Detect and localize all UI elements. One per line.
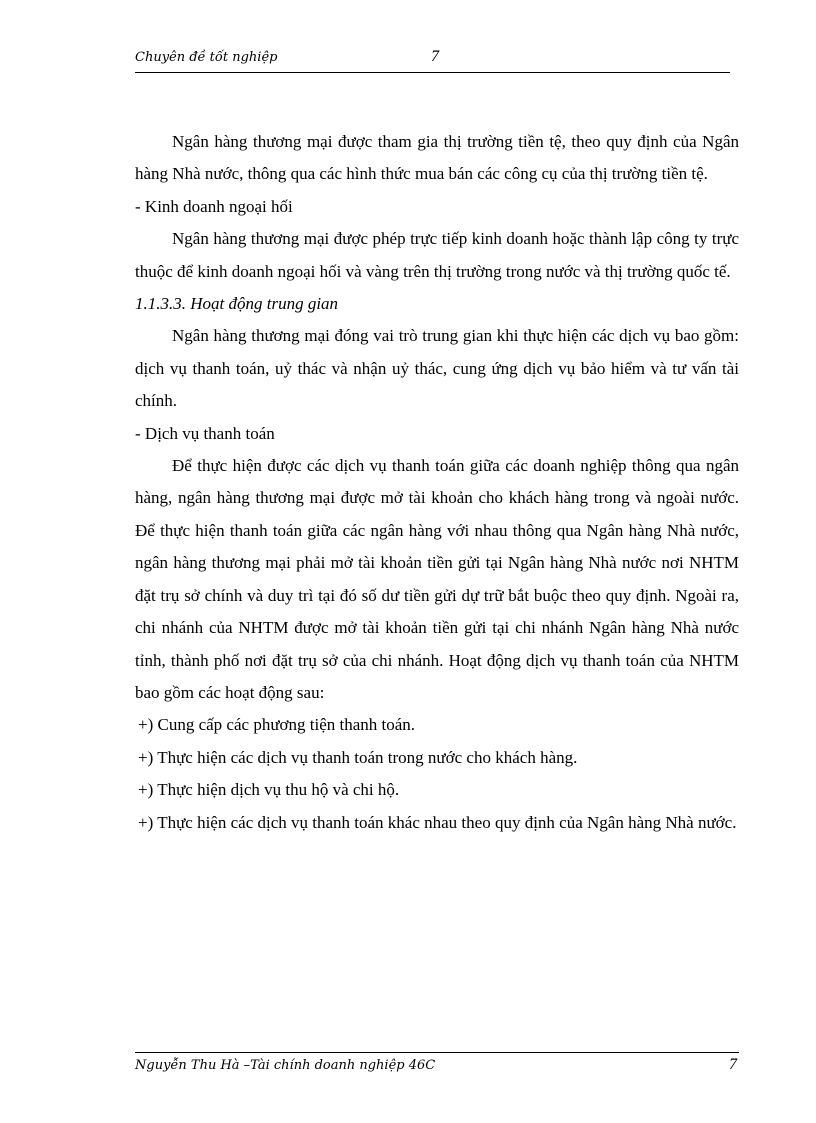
footer-page-number: 7 (729, 1056, 737, 1073)
subheading-dich-vu-thanh-toan: - Dịch vụ thanh toán (135, 423, 275, 443)
list-item: +) Thực hiện các dịch vụ thanh toán khác nhau theo quy định của Ngân hàng Nhà nước. (138, 812, 737, 832)
header-title: Chuyên đề tốt nghiệp (135, 50, 278, 65)
footer-author: Nguyễn Thu Hà –Tài chính doanh nghiệp 46C (135, 1058, 436, 1073)
section-heading: 1.1.3.3. Hoạt động trung gian (135, 294, 339, 314)
list-item: +) Thực hiện các dịch vụ thanh toán trong nước cho khách hàng. (138, 747, 578, 767)
page-footer (135, 1052, 739, 1077)
paragraph: Để thực hiện được các dịch vụ thanh toán giữa các doanh nghiệp thông qua ngân hàng, ngân hàng thương mại được mở tài khoản cho khách hàng trong và ngoài nước. Để thực hiện thanh toán giữa các ngân hàng với nhau thông qua Ngân hàng Nhà nước, ngân hàng thương mại phải mở tài khoản tiền gửi tại Ngân hàng Nhà nước nơi NHTM đặt trụ sở chính và duy trì tại đó số dư tiền gửi dự trữ bắt buộc theo quy định. Ngoài ra, chi nhánh của NHTM được mở tài khoản tiền gửi tại chi nhánh Ngân hàng Nhà nước tỉnh, thành phố nơi đặt trụ sở của chi nhánh. Hoạt động dịch vụ thanh toán của NHTM bao gồm các hoạt động sau: (135, 456, 739, 702)
paragraph: Ngân hàng thương mại được tham gia thị trường tiền tệ, theo quy định của Ngân hàng Nhà nước, thông qua các hình thức mua bán các công cụ của thị trường tiền tệ. (135, 132, 739, 184)
page-header (135, 48, 730, 73)
list-item: +) Cung cấp các phương tiện thanh toán. (138, 715, 416, 735)
paragraph: Ngân hàng thương mại đóng vai trò trung gian khi thực hiện các dịch vụ bao gồm: dịch vụ thanh toán, uỷ thác và nhận uỷ thác, cung ứng dịch vụ bảo hiểm và tư vấn tài chính. (135, 326, 739, 411)
subheading-kinh-doanh-ngoai-hoi: - Kinh doanh ngoại hối (135, 196, 293, 216)
list-item: +) Thực hiện dịch vụ thu hộ và chi hộ. (138, 780, 400, 800)
paragraph: Ngân hàng thương mại được phép trực tiếp kinh doanh hoặc thành lập công ty trực thuộc để kinh doanh ngoại hối và vàng trên thị trường trong nước và thị trường quốc tế. (135, 229, 739, 281)
document-body (135, 126, 739, 839)
header-page-number: 7 (431, 48, 439, 65)
